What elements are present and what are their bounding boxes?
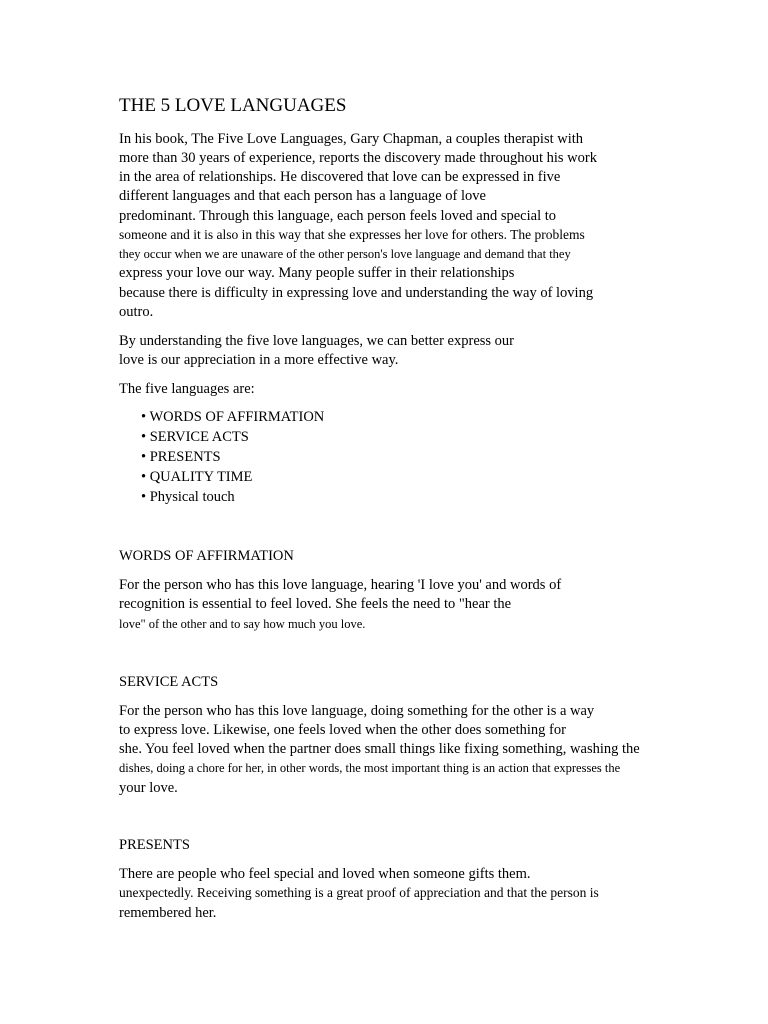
section-line: your love. — [119, 780, 178, 796]
list-item: • SERVICE ACTS — [141, 429, 249, 445]
languages-intro: The five languages are: — [119, 381, 255, 397]
intro-line: more than 30 years of experience, reports the discovery made throughout his work — [119, 150, 597, 166]
list-item: • WORDS OF AFFIRMATION — [141, 409, 325, 425]
intro-line: different languages and that each person has a language of love — [119, 188, 486, 204]
intro-line: predominant. Through this language, each person feels loved and special to — [119, 208, 557, 224]
section-line: to express love. Likewise, one feels loved when the other does something for — [119, 722, 566, 738]
section-heading: SERVICE ACTS — [119, 674, 219, 690]
section-heading: WORDS OF AFFIRMATION — [119, 548, 294, 564]
section-line: dishes, doing a chore for her, in other words, the most important thing is an action that expresses the — [119, 761, 621, 775]
section-line: she. You feel loved when the partner does small things like fixing something, washing the — [119, 741, 640, 757]
list-item: • PRESENTS — [141, 449, 221, 465]
section-line: For the person who has this love language, doing something for the other is a way — [119, 703, 595, 719]
document-title: THE 5 LOVE LANGUAGES — [119, 95, 347, 116]
intro-line: someone and it is also in this way that she expresses her love for others. The problems — [119, 227, 585, 242]
section-line: There are people who feel special and loved when someone gifts them. — [119, 866, 531, 882]
section-line: recognition is essential to feel loved. She feels the need to "hear the — [119, 596, 512, 612]
list-item: • QUALITY TIME — [141, 469, 253, 485]
section-line: love" of the other and to say how much you love. — [119, 617, 366, 631]
section-heading: PRESENTS — [119, 837, 190, 853]
section-line: unexpectedly. Receiving something is a great proof of appreciation and that the person is — [119, 885, 599, 900]
list-item: • Physical touch — [141, 489, 235, 505]
intro-line: because there is difficulty in expressing love and understanding the way of loving — [119, 285, 594, 301]
intro-line: outro. — [119, 304, 154, 320]
intro-line: express your love our way. Many people suffer in their relationships — [119, 265, 515, 281]
intro-line: they occur when we are unaware of the other person's love language and demand that they — [119, 247, 571, 261]
intro-line: In his book, The Five Love Languages, Gary Chapman, a couples therapist with — [119, 131, 584, 147]
understanding-line: By understanding the five love languages, we can better express our — [119, 333, 514, 349]
section-line: For the person who has this love language, hearing 'I love you' and words of — [119, 577, 562, 593]
section-line: remembered her. — [119, 905, 217, 921]
understanding-line: love is our appreciation in a more effective way. — [119, 352, 399, 368]
intro-line: in the area of relationships. He discovered that love can be expressed in five — [119, 169, 561, 185]
